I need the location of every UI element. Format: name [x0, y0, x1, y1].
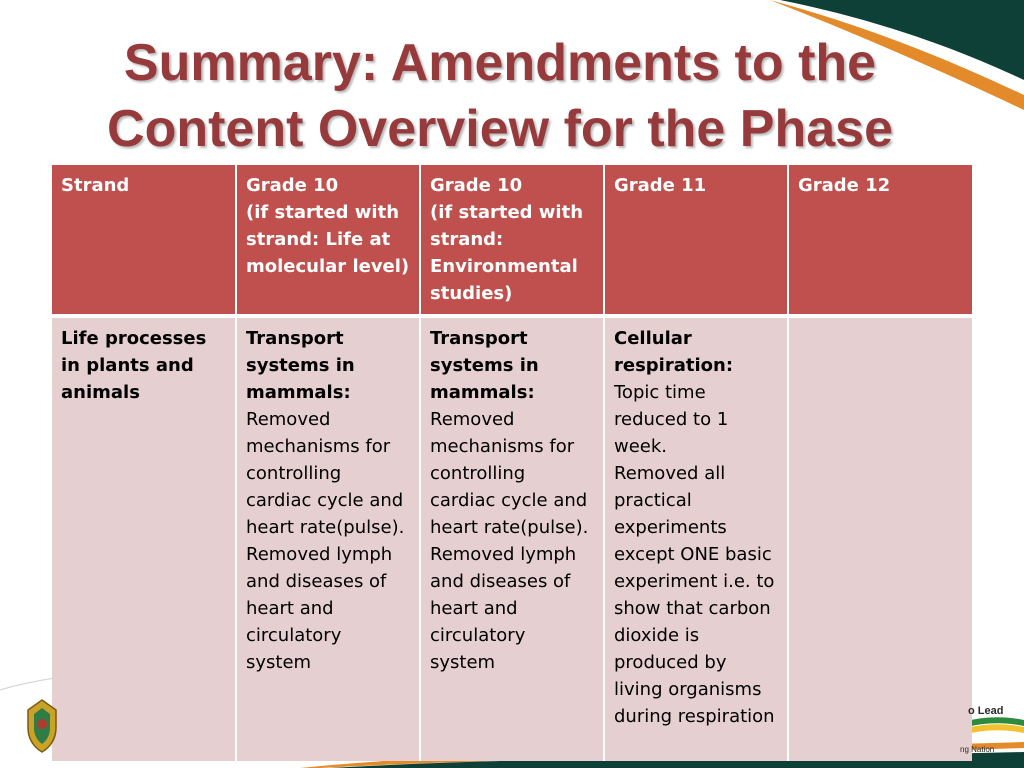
cell-grade10-environmental: [420, 316, 604, 761]
header-strand: Strand: [52, 165, 236, 316]
table-header-row: [52, 165, 972, 316]
g11-body: Topic time reduced to 1 week. Removed all practical experiments except ONE basic experiment i.e. to show that carbon dioxide is produced by living organisms during respiration: [614, 382, 775, 727]
g11-heading: Cellular respiration:: [614, 328, 734, 376]
amendments-table: [52, 165, 972, 761]
g10b-heading: Transport systems in mammals:: [430, 328, 539, 403]
cell-grade12: [788, 316, 972, 761]
header-grade12: Grade 12: [788, 165, 972, 316]
header-grade11: Grade 11: [604, 165, 788, 316]
right-logo-text: o Lead: [968, 705, 1004, 717]
g10a-heading: Transport systems in mammals:: [246, 328, 355, 403]
g10a-body: Removed mechanisms for controlling cardiac cycle and heart rate(pulse). Removed lymph and diseases of heart and circulatory system: [246, 409, 405, 673]
header-grade10-molecular: Grade 10 (if started with strand: Life at molecular level): [236, 165, 420, 316]
cell-strand: [52, 316, 236, 761]
right-logo-subtext: ng Nation: [960, 745, 995, 754]
title-line-1: Summary: Amendments to the: [123, 34, 877, 92]
cell-grade10-molecular: [236, 316, 420, 761]
slide-title: [0, 30, 1000, 162]
header-grade10-environmental: Grade 10 (if started with strand: Environmental studies): [420, 165, 604, 316]
table-row: [52, 316, 972, 761]
g10b-body: Removed mechanisms for controlling cardiac cycle and heart rate(pulse). Removed lymph and diseases of heart and circulatory system: [430, 409, 589, 673]
strand-label: Life processes in plants and animals: [61, 328, 207, 403]
coat-of-arms-icon: [22, 698, 62, 754]
cell-grade11: [604, 316, 788, 761]
title-line-2: Content Overview for the Phase: [107, 100, 893, 158]
